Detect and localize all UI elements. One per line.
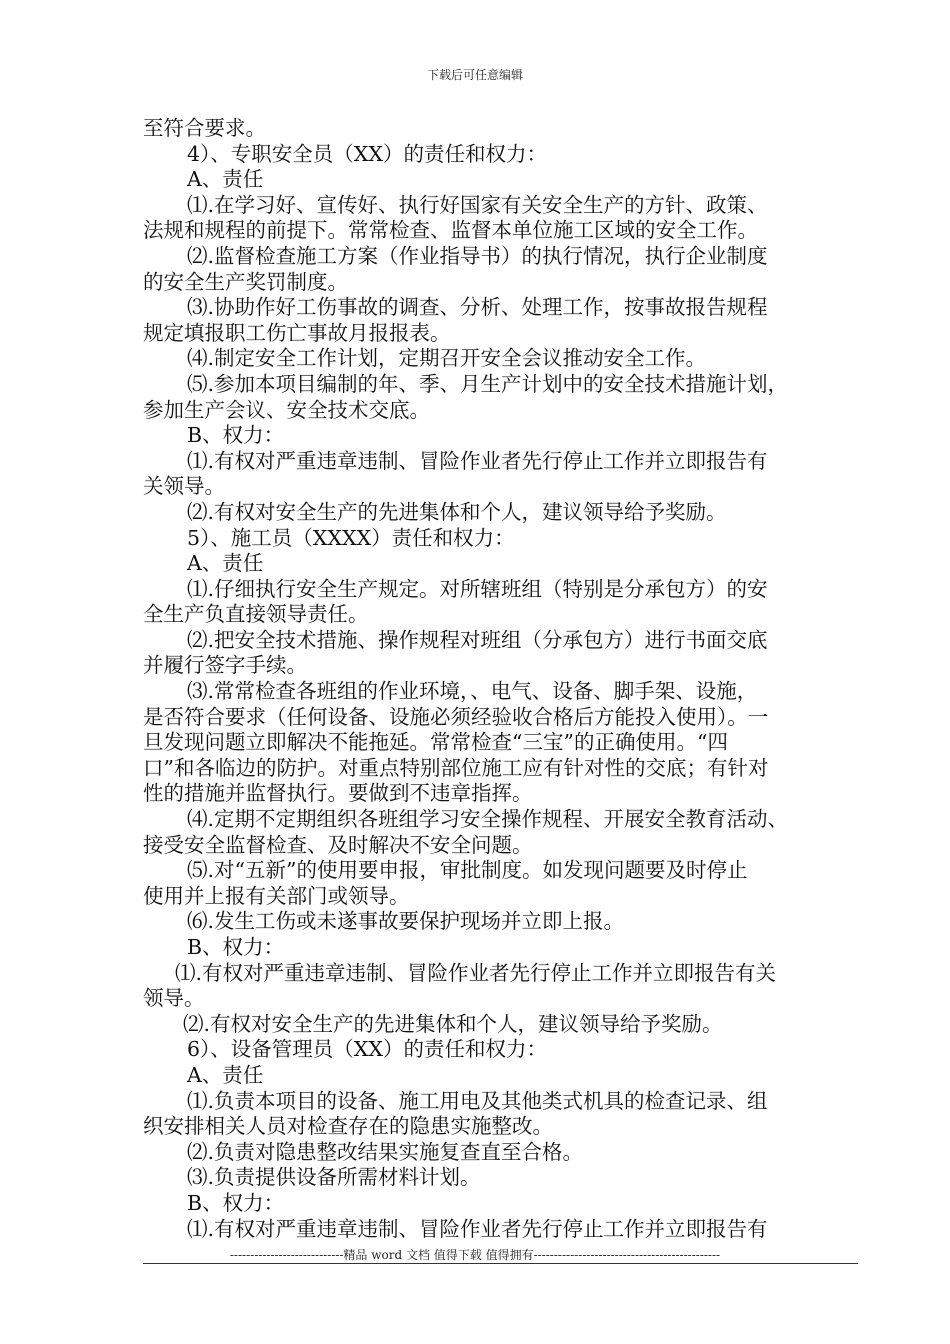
text-line: ⑴.有权对严重违章违制、冒险作业者先行停止工作并立即报告有 xyxy=(187,1216,768,1241)
text-line: ⑵.监督检查施工方案（作业指导书）的执行情况，执行企业制度 xyxy=(187,243,768,268)
text-line: ⑶.负责提供设备所需材料计划。 xyxy=(187,1165,481,1190)
text-line: 5）、施工员（XXXX）责任和权力： xyxy=(187,525,515,550)
text-line: 参加生产会议、安全技术交底。 xyxy=(143,397,430,422)
text-line: 织安排相关人员对检查存在的隐患实施整改。 xyxy=(143,1114,553,1139)
text-line: 全生产负直接领导责任。 xyxy=(143,602,369,627)
text-line: ⑸.参加本项目编制的年、季、月生产计划中的安全技术措施计划， xyxy=(187,371,789,396)
text-line: ⑵.把安全技术措施、操作规程对班组（分承包方）进行书面交底 xyxy=(187,627,768,652)
text-line: B、权力： xyxy=(187,935,285,959)
text-line: ⑵.有权对安全生产的先进集体和个人，建议领导给予奖励。 xyxy=(183,1011,723,1036)
text-line: 的安全生产奖罚制度。 xyxy=(143,269,348,294)
text-line: ⑴.在学习好、宣传好、执行好国家有关安全生产的方针、政策、 xyxy=(187,192,768,217)
text-line: ⑷.定期不定期组织各班组学习安全操作规程、开展安全教育活动、 xyxy=(187,807,789,832)
page-footer: ----------------------------精品 word 文档 值得下载 值得拥有---------------------------------------------- xyxy=(229,1248,721,1262)
text-line: 口”和各临边的防护。对重点特别部位施工应有针对性的交底；有针对 xyxy=(143,755,769,780)
text-line: ⑷.制定安全工作计划，定期召开安全会议推动安全工作。 xyxy=(187,346,707,371)
text-line: 接受安全监督检查、及时解决不安全问题。 xyxy=(143,832,533,857)
text-line: 至符合要求。 xyxy=(143,116,266,140)
text-line: ⑸.对“五新”的使用要申报，审批制度。如发现问题要及时停止 xyxy=(187,858,748,883)
text-line: ⑴.有权对严重违章违制、冒险作业者先行停止工作并立即报告有 xyxy=(187,448,768,473)
text-line: 关领导。 xyxy=(143,474,225,499)
text-line: ⑶.协助作好工伤事故的调查、分析、处理工作，按事故报告规程 xyxy=(187,295,768,320)
page-header: 下载后可任意编辑 xyxy=(426,68,523,82)
text-line: 6）、设备管理员（XX）的责任和权力： xyxy=(187,1037,547,1062)
text-line: 性的措施并监督执行。要做到不违章指挥。 xyxy=(143,781,533,806)
text-line: ⑶.常常检查各班组的作业环境，、电气、设备、脚手架、设施， xyxy=(187,679,758,704)
text-line: 旦发现问题立即解决不能拖延。常常检查“三宝”的正确使用。“四 xyxy=(143,730,728,755)
text-line: ⑴.负责本项目的设备、施工用电及其他类式机具的检查记录、组 xyxy=(187,1088,768,1113)
text-line: B、权力： xyxy=(187,1190,285,1215)
text-line: ⑴.有权对严重违章违制、冒险作业者先行停止工作并立即报告有关 xyxy=(175,960,777,985)
text-line: A、责任 xyxy=(187,1062,264,1087)
text-line: A、责任 xyxy=(187,167,264,192)
text-line: 规定填报职工伤亡事故月报报表。 xyxy=(143,320,451,345)
text-line: ⑵.负责对隐患整改结果实施复查直至合格。 xyxy=(187,1139,584,1164)
text-line: ⑵.有权对安全生产的先进集体和个人，建议领导给予奖励。 xyxy=(187,499,727,524)
text-line: 并履行签字手续。 xyxy=(143,653,307,678)
text-line: A、责任 xyxy=(187,551,264,576)
text-line: B、权力： xyxy=(187,423,285,448)
text-line: 使用并上报有关部门或领导。 xyxy=(143,883,410,908)
text-line: 是否符合要求（任何设备、设施必须经验收合格后方能投入使用）。一 xyxy=(143,704,769,729)
text-line: 4）、专职安全员（XX）的责任和权力： xyxy=(187,141,547,166)
text-line: ⑴.仔细执行安全生产规定。对所辖班组（特别是分承包方）的安 xyxy=(187,576,768,601)
text-line: ⑹.发生工伤或未遂事故要保护现场并立即上报。 xyxy=(187,909,625,934)
text-line: 法规和规程的前提下。常常检查、监督本单位施工区域的安全工作。 xyxy=(143,218,758,243)
text-line: 领导。 xyxy=(143,986,205,1011)
footer-rule xyxy=(143,1263,858,1264)
document-body xyxy=(143,116,858,1242)
